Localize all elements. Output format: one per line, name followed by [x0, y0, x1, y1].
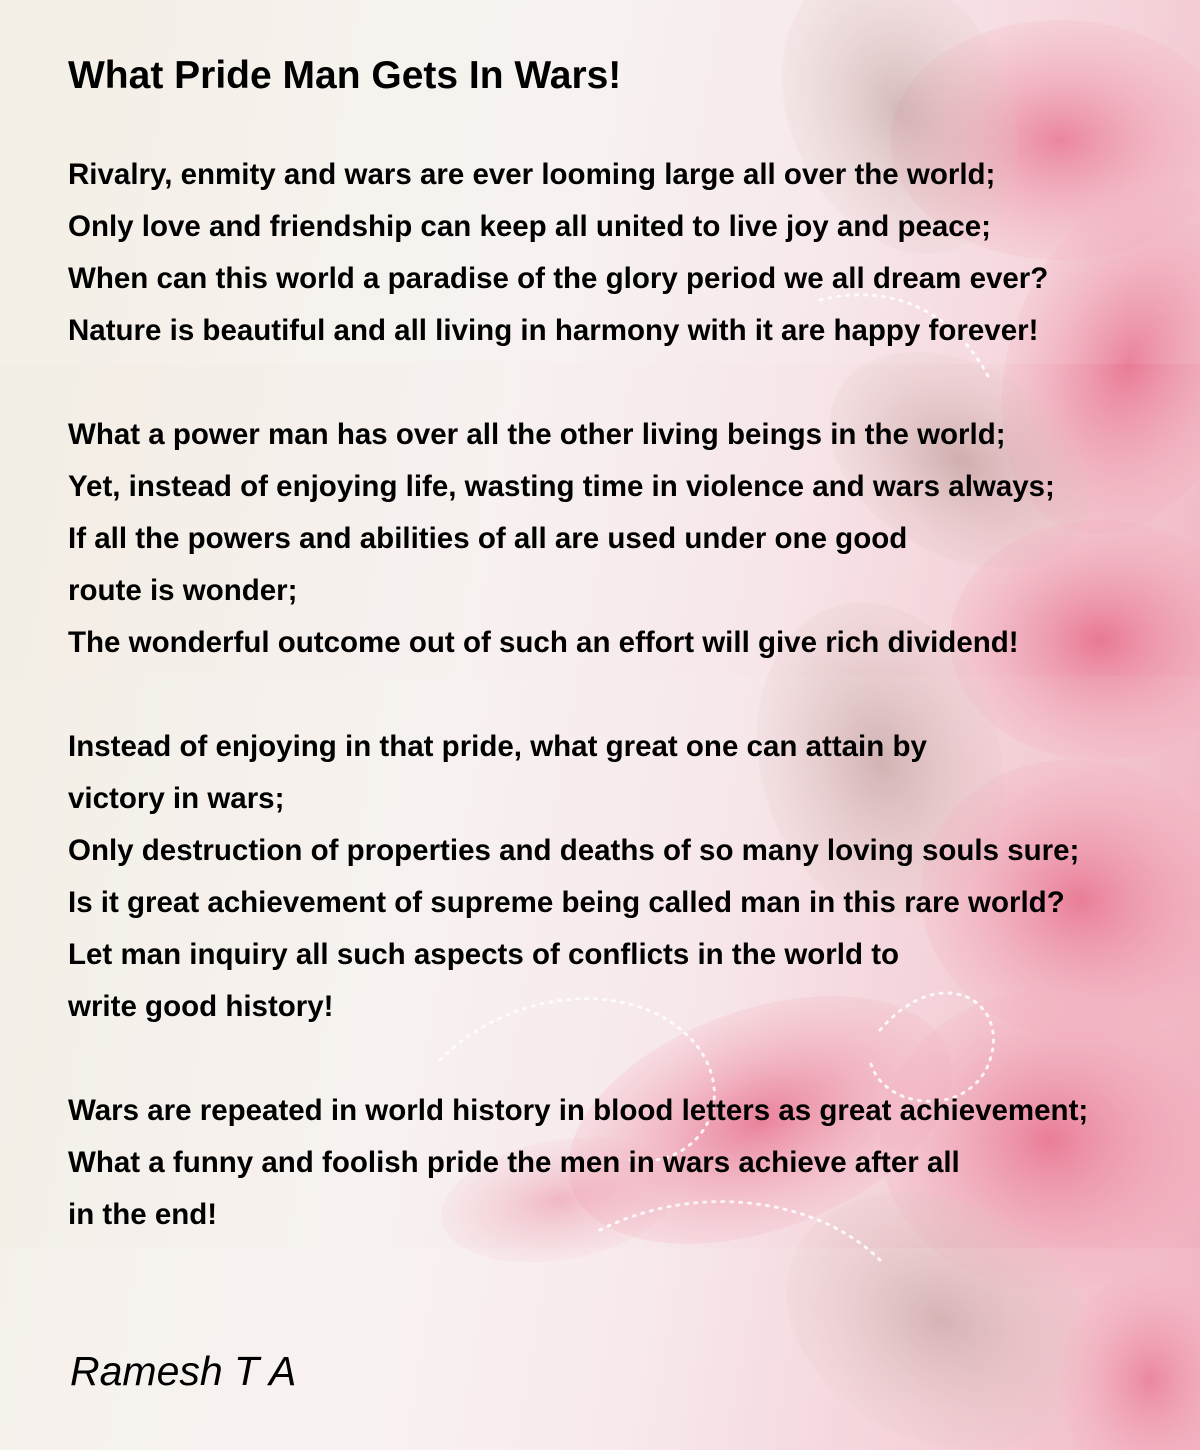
poem-author: Ramesh T A: [70, 1348, 297, 1394]
poem-line: If all the powers and abilities of all are used under one good: [68, 522, 908, 555]
stanza-4: [68, 1085, 1088, 1241]
poem-line: What a power man has over all the other living beings in the world;: [68, 418, 1006, 451]
poem-line: When can this world a paradise of the glory period we all dream ever?: [68, 262, 1049, 295]
poem-line: Rivalry, enmity and wars are ever looming large all over the world;: [68, 158, 996, 191]
poem-line: Only love and friendship can keep all united to live joy and peace;: [68, 210, 991, 243]
poem-line: Yet, instead of enjoying life, wasting time in violence and wars always;: [68, 470, 1055, 503]
poem-line: Only destruction of properties and deaths of so many loving souls sure;: [68, 834, 1080, 867]
stanza-2: [68, 409, 1055, 669]
poem-line: victory in wars;: [68, 782, 285, 815]
poem-line: Is it great achievement of supreme being called man in this rare world?: [68, 886, 1065, 919]
stanza-3: [68, 721, 1079, 1033]
poem-line: Nature is beautiful and all living in harmony with it are happy forever!: [68, 314, 1039, 347]
poem-title: What Pride Man Gets In Wars!: [68, 54, 622, 97]
poem-line: in the end!: [68, 1198, 218, 1231]
poem-line: write good history!: [68, 990, 334, 1023]
poem-line: Let man inquiry all such aspects of conflicts in the world to: [68, 938, 900, 971]
poem-line: Instead of enjoying in that pride, what great one can attain by: [68, 730, 927, 763]
poem-line: The wonderful outcome out of such an effort will give rich dividend!: [68, 626, 1019, 659]
poem-line: route is wonder;: [68, 574, 298, 607]
stanza-1: [68, 149, 1048, 357]
poem-line: Wars are repeated in world history in blood letters as great achievement;: [68, 1094, 1089, 1127]
poem-line: What a funny and foolish pride the men in wars achieve after all: [68, 1146, 960, 1179]
